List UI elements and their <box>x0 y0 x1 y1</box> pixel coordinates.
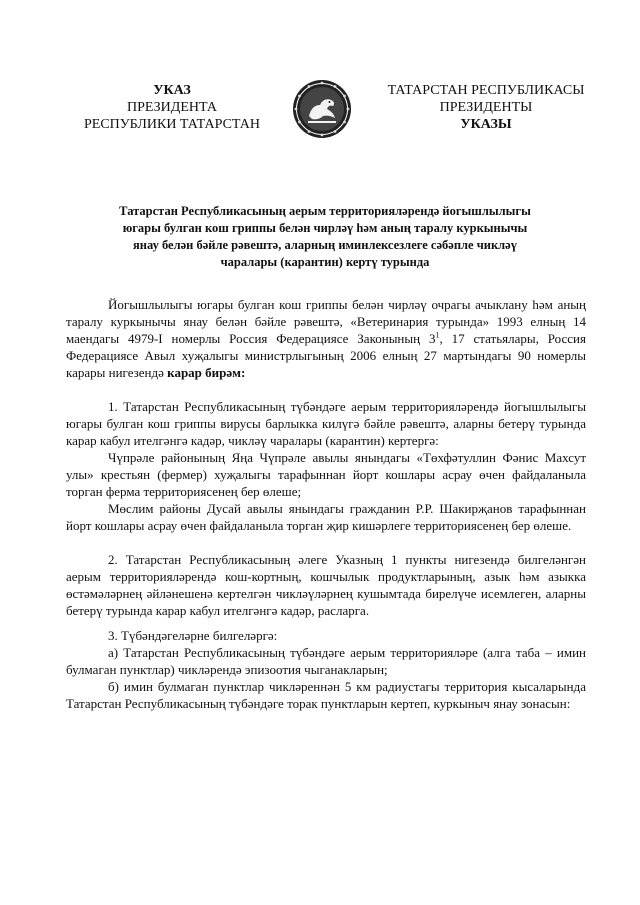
item-3: 3. Түбәндәгеләрне билгеләргә: <box>108 628 278 643</box>
header-left-line-2: ПРЕЗИДЕНТА <box>127 100 217 115</box>
decree-body <box>66 296 586 712</box>
header-right-line-3: УКАЗЫ <box>460 117 512 132</box>
preamble-superscript: 1 <box>435 330 440 340</box>
preamble-text-2: , 17 статьялары, Россия Федерациясе Авыл хуҗалыгы министрлыгының 2006 елның 27 мартындагы 90 номерлы карары нигезендә <box>66 331 586 380</box>
title-line-1: Татарстан Республикасының аерым территорияләрендә йогышлылыгы <box>119 204 531 218</box>
header-tatar <box>368 82 604 133</box>
item-1-farm-b: Мөслим районы Дусай авылы янындагы гражданин Р.Р. Шакирҗанов тарафыннан йорт кошлары асрау өчен файдаланыла торган җир кишәрлеге территориясенең бер өлеше. <box>66 501 586 533</box>
header-russian <box>62 82 282 133</box>
title-line-4: чаралары (карантин) кертү турында <box>220 255 430 269</box>
item-1-farm-a: Чүпрәле районының Яңа Чүпрәле авылы янындагы «Төхфәтуллин Фәнис Махсут улы» крестьян (фермер) хуҗалыгы тарафыннан йорт кошлары асрау өчен файдаланыла торган ферма территориясенең бер өлеше; <box>66 450 586 499</box>
item-3a: а) Татарстан Республикасының түбәндәге аерым территорияләре (алга таба – имин булмаган пунктлар) чикләрендә эпизоотия чыганакларын; <box>66 645 586 677</box>
tatarstan-coat-of-arms-icon <box>291 78 353 140</box>
document-header <box>0 82 640 152</box>
title-line-2: югары булган кош гриппы белән чирләү һәм аның таралу куркынычы <box>122 221 528 235</box>
title-line-3: янау белән бәйле рәвештә, аларның иминлексезлеге сәбәпле чикләү <box>133 238 517 252</box>
preamble-resolution: карар бирәм: <box>167 365 246 380</box>
decree-title <box>66 203 584 271</box>
item-3b: б) имин булмаган пунктлар чикләреннән 5 км радиустагы территория кысаларында Татарстан Республикасының түбәндәге торак пунктларын кертеп, куркыныч янау зонасын: <box>66 679 586 711</box>
preamble-text-1: Йогышлылыгы югары булган кош гриппы белән чирләү очрагы ачыклану һәм аның таралу куркынычы янау белән бәйле рәвештә, «Ветеринария турында» 1993 елның 14 маендагы 4979-I номерлы Россия Федерациясе Законының 3 <box>66 297 586 346</box>
header-right-line-2: ПРЕЗИДЕНТЫ <box>439 100 533 115</box>
header-right-line-1: ТАТАРСТАН РЕСПУБЛИКАСЫ <box>387 83 585 98</box>
preamble-paragraph <box>66 296 586 381</box>
header-left-line-1: УКАЗ <box>153 83 191 98</box>
item-1: 1. Татарстан Республикасының түбәндәге аерым территорияләрендә йогышлылыгы югары булган кош гриппы вирусы барлыкка килүгә бәйле рәвештә, аларны бетерү турында карар кабул ителгәнгә кадәр, чикләү чаралары (карантин) кертергә: <box>66 399 586 448</box>
header-left-line-3: РЕСПУБЛИКИ ТАТАРСТАН <box>83 117 260 132</box>
item-2: 2. Татарстан Республикасының әлеге Указның 1 пункты нигезендә билгеләнгән аерым территорияләрендә кош-кортның, кошчылык продуктларының, азык һәм азыкка өстәмәләрнең әйләнешенә кертелгән чикләүләрнең кушымтада бирелүче исемлеген, аларны бетерү турында карар кабул ителгәнгә кадәр, расларга. <box>66 552 586 618</box>
